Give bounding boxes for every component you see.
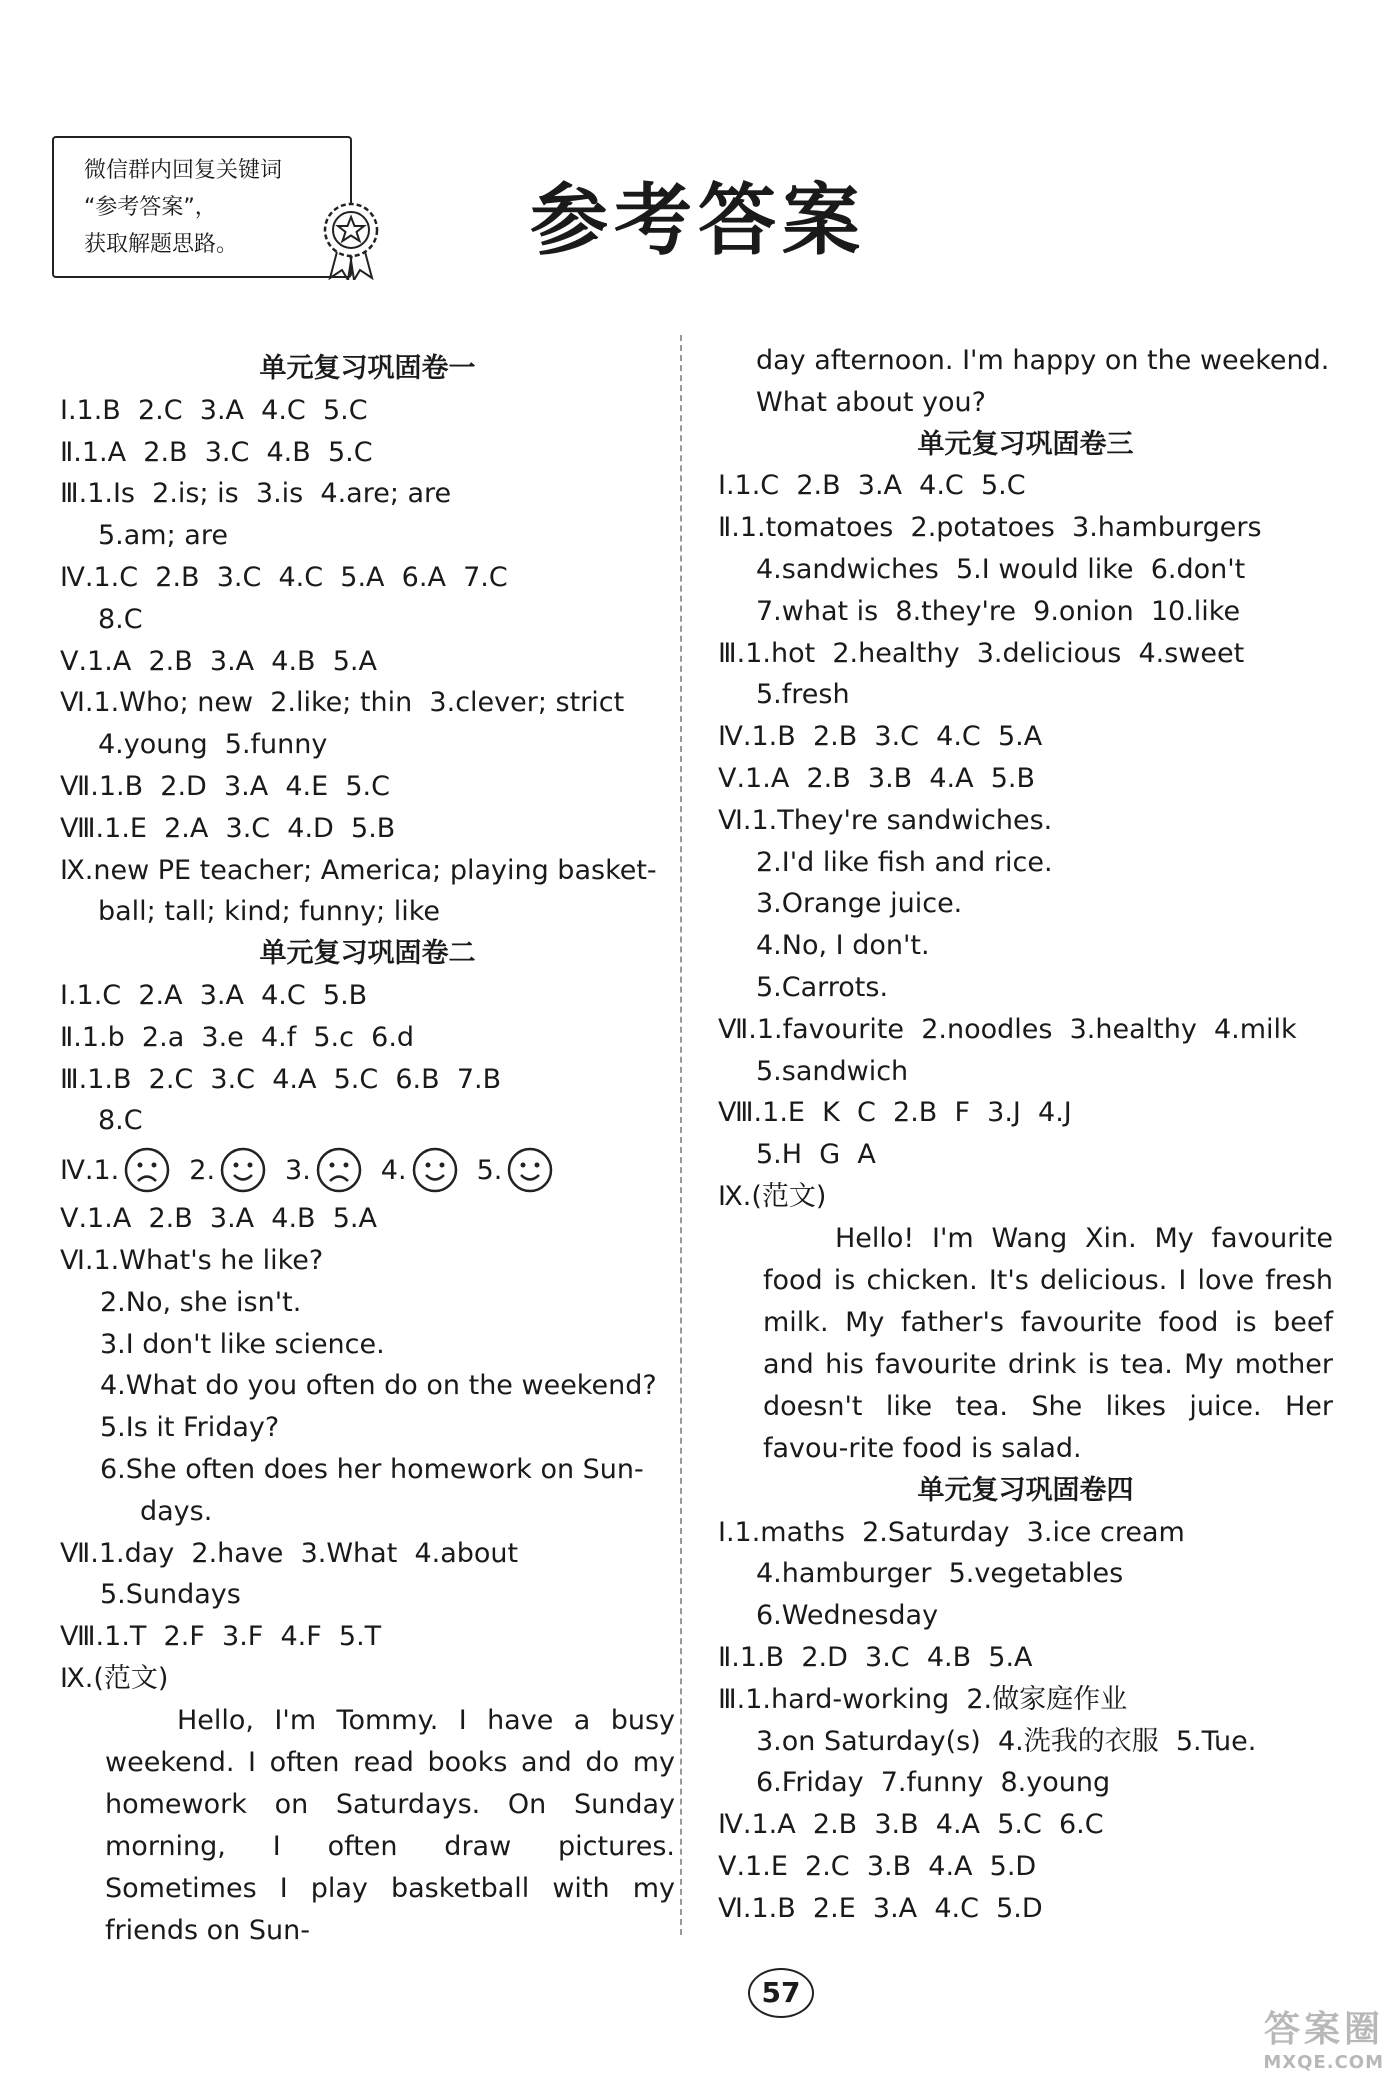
tip-line: “参考答案”， [84, 195, 217, 220]
face-number: 4. [380, 1154, 407, 1186]
face-item [381, 1146, 459, 1194]
answer-line: 3.Orange juice. [756, 888, 963, 920]
faces-prefix: Ⅳ. [60, 1154, 94, 1186]
answer-line: Ⅱ.1.b 2.a 3.e 4.f 5.c 6.d [60, 1021, 415, 1053]
answer-line: Ⅲ.1.B 2.C 3.C 4.A 5.C 6.B 7.B [60, 1063, 502, 1095]
page-title: 参考答案 [530, 176, 867, 266]
answer-line: Ⅶ.1.B 2.D 3.A 4.E 5.C [60, 770, 390, 802]
answer-line: Ⅸ.(范文) [718, 1180, 827, 1212]
answer-line: Ⅱ.1.tomatoes 2.potatoes 3.hamburgers [718, 512, 1262, 544]
answer-line: 5.Carrots. [756, 971, 889, 1003]
sad-face-icon [315, 1146, 363, 1194]
answer-line: days. [140, 1495, 213, 1527]
column-divider [680, 335, 682, 1935]
face-item [477, 1146, 555, 1194]
answer-line: 6.She often does her homework on Sun- [100, 1453, 644, 1485]
sad-face-icon [123, 1146, 171, 1194]
face-number: 3. [285, 1154, 311, 1186]
answer-line: Ⅴ.1.A 2.B 3.A 4.B 5.A [60, 645, 377, 677]
answer-line: Ⅰ.1.C 2.B 3.A 4.C 5.C [718, 470, 1026, 502]
faces-answer-row [60, 1142, 675, 1198]
answer-line: 5.fresh [756, 679, 850, 711]
answer-line: 3.on Saturday(s) 4.洗我的衣服 5.Tue. [756, 1725, 1257, 1757]
answer-line: Ⅰ.1.B 2.C 3.A 4.C 5.C [60, 394, 368, 426]
answer-line: Ⅶ.1.day 2.have 3.What 4.about [60, 1537, 519, 1569]
answer-line: 7.what is 8.they're 9.onion 10.like [756, 595, 1241, 627]
answer-line: Ⅳ.1.C 2.B 3.C 4.C 5.A 6.A 7.C [60, 561, 508, 593]
section-heading: 单元复习巩固卷四 [917, 1474, 1134, 1506]
answer-line: 4.No, I don't. [756, 930, 930, 962]
answer-line: 4.young 5.funny [98, 729, 328, 761]
face-number: 2. [189, 1154, 216, 1186]
essay-text: Hello! I'm Wang Xin. My favourite food is chicken. It's delicious. I love fresh milk. My father's favourite food is beef and his favourite drink is tea. My mother doesn't like tea. She likes juice. Her favou-rite food is salad. [763, 1222, 1333, 1464]
face-item [94, 1146, 172, 1194]
section-heading: 单元复习巩固卷二 [259, 938, 476, 970]
sample-essay [60, 1700, 675, 1952]
answer-line: 5.Sundays [100, 1579, 241, 1611]
answer-line: Ⅷ.1.E 2.A 3.C 4.D 5.B [60, 812, 396, 844]
answer-line: Ⅳ.1.A 2.B 3.B 4.A 5.C 6.C [718, 1809, 1104, 1841]
answer-line: 4.sandwiches 5.I would like 6.don't [756, 553, 1246, 585]
answer-line: Ⅱ.1.B 2.D 3.C 4.B 5.A [718, 1641, 1033, 1673]
answer-line: Ⅰ.1.C 2.A 3.A 4.C 5.B [60, 979, 368, 1011]
smile-face-icon [219, 1146, 267, 1194]
answer-line: 2.No, she isn't. [100, 1286, 302, 1318]
star-badge-icon [316, 196, 386, 280]
answer-line: Ⅸ.(范文) [60, 1662, 169, 1694]
answer-line: Ⅵ.1.Who; new 2.like; thin 3.clever; strict [60, 687, 625, 719]
face-item [285, 1146, 363, 1194]
face-number: 1. [93, 1154, 120, 1186]
answer-line: Ⅲ.1.hard-working 2.做家庭作业 [718, 1683, 1128, 1715]
smile-face-icon [506, 1146, 554, 1194]
answer-line: Ⅷ.1.T 2.F 3.F 4.F 5.T [60, 1621, 382, 1653]
answer-line: Ⅳ.1.B 2.B 3.C 4.C 5.A [718, 721, 1043, 753]
answer-line: Ⅲ.1.Is 2.is; is 3.is 4.are; are [60, 478, 452, 510]
answer-line: Ⅴ.1.A 2.B 3.B 4.A 5.B [718, 762, 1036, 794]
answer-line: Ⅰ.1.maths 2.Saturday 3.ice cream [718, 1516, 1185, 1548]
answer-line: ball; tall; kind; funny; like [98, 896, 441, 928]
page-number: 57 [748, 1968, 814, 2018]
answer-line: 5.am; are [98, 520, 228, 552]
section-heading: 单元复习巩固卷一 [259, 353, 476, 384]
answer-line: Ⅴ.1.A 2.B 3.A 4.B 5.A [60, 1203, 377, 1235]
left-column [60, 348, 675, 1952]
answer-line: 6.Friday 7.funny 8.young [756, 1767, 1111, 1799]
watermark-logo [1224, 2001, 1384, 2073]
answer-line: Ⅶ.1.favourite 2.noodles 3.healthy 4.milk [718, 1013, 1297, 1045]
answer-line: day afternoon. I'm happy on the weekend. [756, 345, 1330, 376]
section-heading: 单元复习巩固卷三 [917, 428, 1134, 460]
face-number: 5. [476, 1154, 503, 1186]
answer-line: Ⅲ.1.hot 2.healthy 3.delicious 4.sweet [718, 637, 1245, 669]
sample-essay [718, 1218, 1333, 1470]
watermark-text: 答案圈 [1263, 2009, 1384, 2050]
answer-line: Ⅵ.1.They're sandwiches. [718, 804, 1053, 836]
face-item [189, 1146, 267, 1194]
answer-line: Ⅵ.1.B 2.E 3.A 4.C 5.D [718, 1892, 1043, 1924]
answer-line: Ⅷ.1.E K C 2.B F 3.J 4.J [718, 1097, 1072, 1129]
answer-line: What about you? [756, 386, 986, 418]
answer-line: 5.H G A [756, 1139, 876, 1171]
answer-line: 2.I'd like fish and rice. [756, 846, 1053, 878]
answer-line: 8.C [98, 1105, 143, 1137]
tip-box [52, 136, 352, 278]
answer-line: Ⅱ.1.A 2.B 3.C 4.B 5.C [60, 436, 373, 468]
answer-line: Ⅸ.new PE teacher; America; playing basket- [60, 854, 657, 886]
smile-face-icon [411, 1146, 459, 1194]
right-column [718, 340, 1333, 1930]
answer-line: 3.I don't like science. [100, 1328, 385, 1360]
tip-line: 获取解题思路。 [84, 232, 239, 257]
answer-line: 5.sandwich [756, 1055, 909, 1087]
tip-line: 微信群内回复关键词 [84, 158, 283, 183]
watermark-url: MXQE.COM [1263, 2052, 1384, 2073]
answer-line: Ⅵ.1.What's he like? [60, 1244, 324, 1276]
answer-line: 4.What do you often do on the weekend? [100, 1370, 657, 1402]
answer-line: 8.C [98, 603, 143, 635]
answer-line: 6.Wednesday [756, 1600, 939, 1632]
answer-line: 5.Is it Friday? [100, 1412, 280, 1444]
essay-text: Hello, I'm Tommy. I have a busy weekend. I often read books and do my homework on Saturdays. On Sunday morning, I often draw pictures. Sometimes I play basketball with my friends on Sun- [105, 1704, 675, 1946]
answer-line: Ⅴ.1.E 2.C 3.B 4.A 5.D [718, 1850, 1037, 1882]
answer-line: 4.hamburger 5.vegetables [756, 1558, 1124, 1590]
